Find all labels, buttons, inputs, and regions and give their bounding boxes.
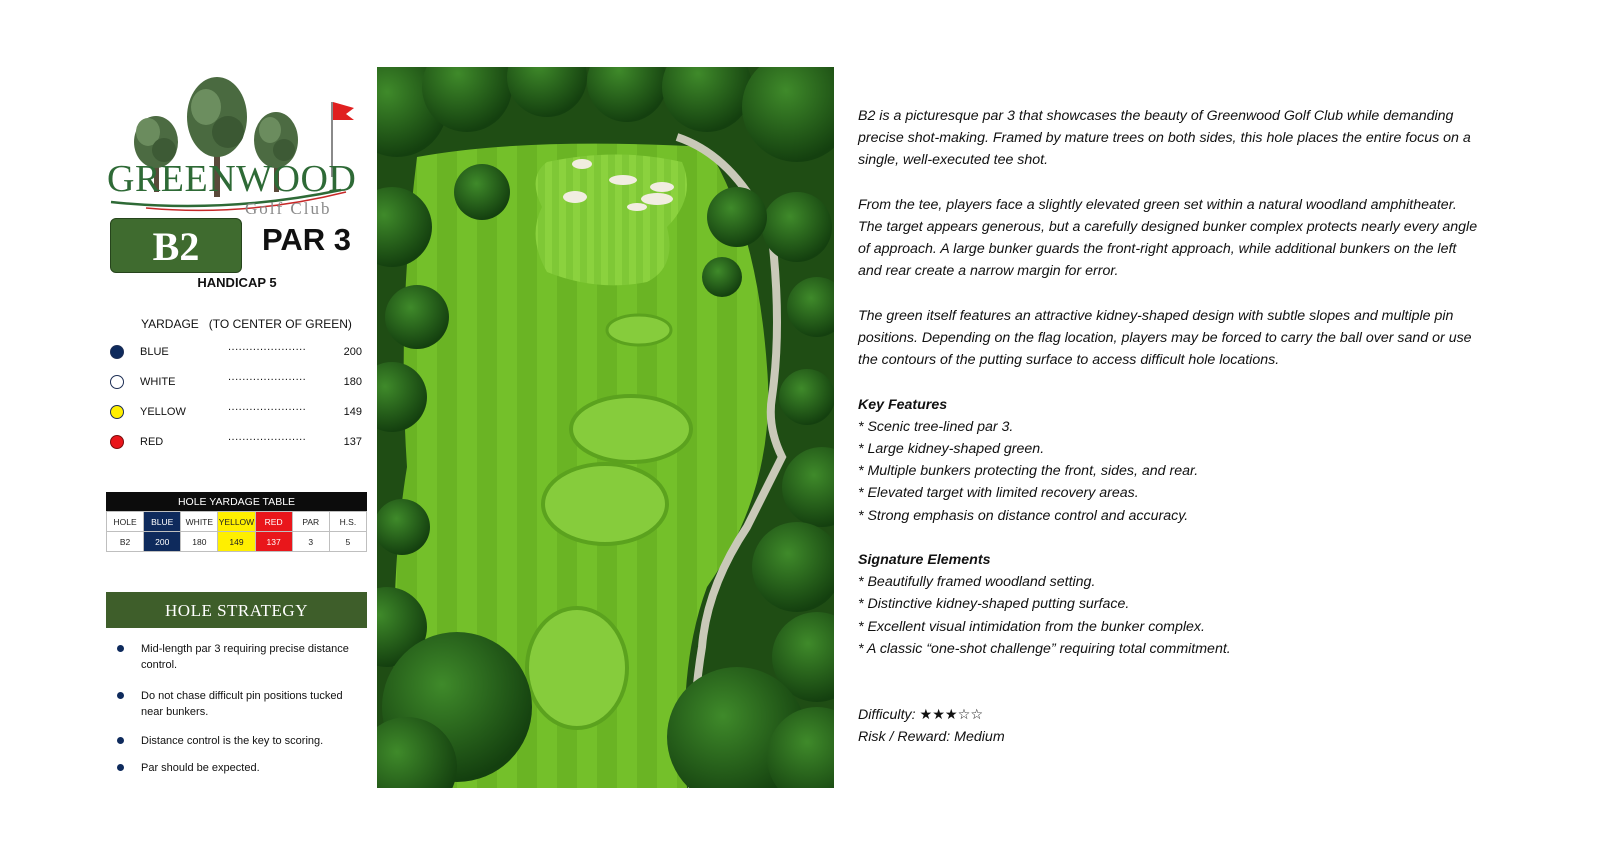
hole-aerial-photo — [377, 67, 834, 788]
key-feature-item: * Multiple bunkers protecting the front, sides, and rear. — [858, 463, 1199, 480]
leader-dots: ...................... — [228, 401, 307, 413]
key-feature-item: * Strong emphasis on distance control and accuracy. — [858, 507, 1189, 524]
blue-tee-icon — [110, 345, 124, 359]
text-line: precise shot-making. Framed by mature trees on both sides, this hole places the entire focus on a — [858, 130, 1471, 147]
tee-row-white — [110, 373, 362, 393]
header-cell: RED — [255, 512, 292, 532]
header-cell: PAR — [292, 512, 329, 532]
tee-row-yellow — [110, 403, 362, 423]
bullet-icon — [117, 764, 124, 771]
text-line: and rear create a narrow margin for error. — [858, 263, 1119, 280]
table-cell: 149 — [218, 532, 255, 552]
leader-dots: ...................... — [228, 371, 307, 383]
difficulty-block — [858, 704, 1005, 748]
yardage-title: YARDAGE (TO CENTER OF GREEN) — [141, 317, 352, 331]
strategy-item — [117, 641, 357, 673]
text-line: positions. Depending on the flag location, players may be forced to carry the ball over sand or use — [858, 330, 1472, 346]
key-feature-item: * Large kidney-shaped green. — [858, 441, 1045, 457]
logo-wordmark: GREENWOOD — [107, 158, 357, 200]
signature-item: * Excellent visual intimidation from the bunker complex. — [858, 618, 1205, 635]
red-tee-icon — [110, 435, 124, 449]
table-cell: 200 — [144, 532, 181, 552]
strategy-item — [117, 760, 357, 776]
signature-elements-heading: Signature Elements — [858, 552, 991, 568]
table-cell: 3 — [292, 532, 329, 552]
hole-yardage-table — [106, 492, 367, 552]
table-cell: B2 — [107, 532, 144, 552]
header-cell: BLUE — [144, 512, 181, 532]
text-line: From the tee, players face a slightly elevated green set within a natural woodland amphitheater. — [858, 196, 1457, 213]
text-line: B2 is a picturesque par 3 that showcases the beauty of Greenwood Golf Club while demanding — [858, 108, 1454, 124]
tee-yardage: 180 — [343, 376, 362, 388]
key-features — [858, 394, 1523, 527]
header-cell: YELLOW — [218, 512, 255, 532]
header-cell: H.S. — [329, 512, 366, 532]
signature-elements — [858, 549, 1523, 660]
text-line: the contours of the putting surface to access difficult hole locations. — [858, 352, 1280, 369]
tee-yardage: 149 — [343, 406, 362, 418]
table-cell: 137 — [255, 532, 292, 552]
text-line: The target appears generous, but a carefully designed bunker complex protects nearly every angle — [858, 219, 1478, 235]
text-line: of approach. A large bunker guards the front-right approach, while additional bunkers on the left — [858, 241, 1457, 258]
signature-item: * Beautifully framed woodland setting. — [858, 574, 1096, 591]
key-features-heading: Key Features — [858, 396, 948, 413]
leader-dots: ...................... — [228, 431, 307, 443]
hole-number-badge: B2 — [110, 218, 242, 273]
yellow-tee-icon — [110, 405, 124, 419]
tee-row-red — [110, 433, 362, 453]
strategy-item — [117, 733, 357, 749]
table-row — [107, 532, 367, 552]
tee-name: YELLOW — [140, 406, 186, 418]
tee-yardage: 200 — [343, 346, 362, 358]
difficulty-rating: Difficulty: ★★★☆☆ — [858, 707, 984, 723]
strategy-text: Distance control is the key to scoring. — [141, 735, 324, 747]
tee-name: RED — [140, 436, 164, 448]
tee-row-blue — [110, 343, 362, 363]
header-cell: WHITE — [181, 512, 218, 532]
strategy-text: Par should be expected. — [141, 762, 260, 774]
header-cell: HOLE — [107, 512, 144, 532]
bullet-icon — [117, 645, 124, 652]
bullet-icon — [117, 737, 124, 744]
handicap-label: HANDICAP 5 — [197, 275, 277, 290]
key-feature-item: * Elevated target with limited recovery areas. — [858, 485, 1139, 502]
table-title: HOLE YARDAGE TABLE — [106, 492, 367, 511]
strategy-text: Do not chase difficult pin positions tucked near bunkers. — [141, 690, 343, 718]
risk-reward: Risk / Reward: Medium — [858, 729, 1005, 746]
hole-description — [858, 105, 1523, 682]
white-tee-icon — [110, 375, 124, 389]
tee-yardage: 137 — [343, 436, 362, 448]
signature-item: * Distinctive kidney-shaped putting surface. — [858, 596, 1130, 613]
logo-subtitle: Golf Club — [245, 199, 332, 218]
description-paragraph — [858, 305, 1523, 372]
par-label: PAR 3 — [262, 222, 352, 257]
yardage-grid — [106, 511, 367, 552]
tee-name: WHITE — [140, 376, 176, 388]
table-cell: 180 — [181, 532, 218, 552]
table-header-row — [107, 512, 367, 532]
table-cell: 5 — [329, 532, 366, 552]
description-paragraph — [858, 194, 1523, 283]
strategy-item — [117, 688, 357, 720]
text-line: single, well-executed tee shot. — [858, 152, 1049, 169]
signature-item: * A classic “one-shot challenge” requiring total commitment. — [858, 640, 1231, 657]
description-paragraph — [858, 105, 1523, 172]
hole-strategy-heading: HOLE STRATEGY — [106, 592, 367, 628]
bullet-icon — [117, 692, 124, 699]
key-feature-item: * Scenic tree-lined par 3. — [858, 418, 1014, 435]
strategy-text: Mid-length par 3 requiring precise distance control. — [141, 643, 349, 671]
leader-dots: ...................... — [228, 341, 307, 353]
text-line: The green itself features an attractive kidney-shaped design with subtle slopes and multiple pin — [858, 307, 1454, 324]
tee-name: BLUE — [140, 346, 169, 358]
